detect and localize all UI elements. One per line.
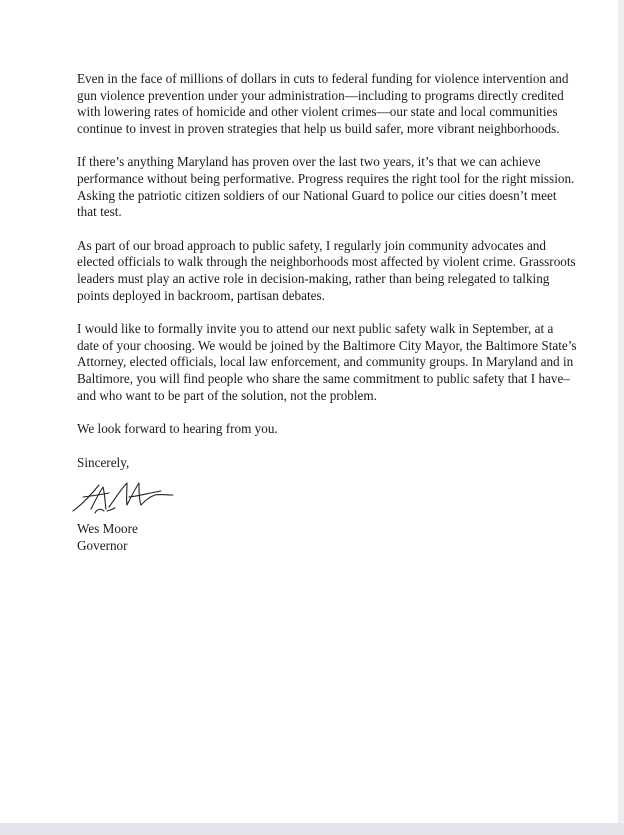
letter-body — [77, 71, 577, 554]
paragraph-funding-cuts: Even in the face of millions of dollars in cuts to federal funding for violence intervention and gun violence prevention under your administration—including to programs directly credited with lowering rates of homicide and other violent crimes—our state and local communities continue to invest in proven strategies that help us build safer, more vibrant neighborhoods. — [77, 71, 569, 136]
signer-name: Wes Moore — [77, 521, 138, 537]
closing-salutation: Sincerely, — [77, 454, 130, 470]
signer-title: Governor — [77, 537, 128, 553]
paragraph-closing-line: We look forward to hearing from you. — [77, 421, 278, 437]
paragraph-maryland-progress: If there’s anything Maryland has proven over the last two years, it’s that we can achieve performance without being performative. Progress requires the right tool for the right mission. Asking the patriotic citizen soldiers of our National Guard to police our cities doesn’t meet that test. — [77, 154, 575, 220]
background-right-edge — [618, 0, 624, 835]
paragraph-public-safety-approach: As part of our broad approach to public safety, I regularly join community advocates and elected officials to walk through the neighborhoods most affected by violent crime. Grassroots leaders must play an active role in decision-making, rather than being relegated to talking points deployed in backroom, partisan debates. — [77, 237, 576, 303]
paragraph-invitation: I would like to formally invite you to attend our next public safety walk in September, at a date of your choosing. We would be joined by the Baltimore City Mayor, the Baltimore State’s Attorney, elected officials, local law enforcement, and community groups. In Maryland and in Baltimore, you will find people who share the same commitment to public safety that I have–and who want to be part of the solution, not the problem. — [77, 321, 577, 403]
handwritten-signature — [69, 475, 179, 519]
background-bottom-edge — [0, 823, 624, 835]
